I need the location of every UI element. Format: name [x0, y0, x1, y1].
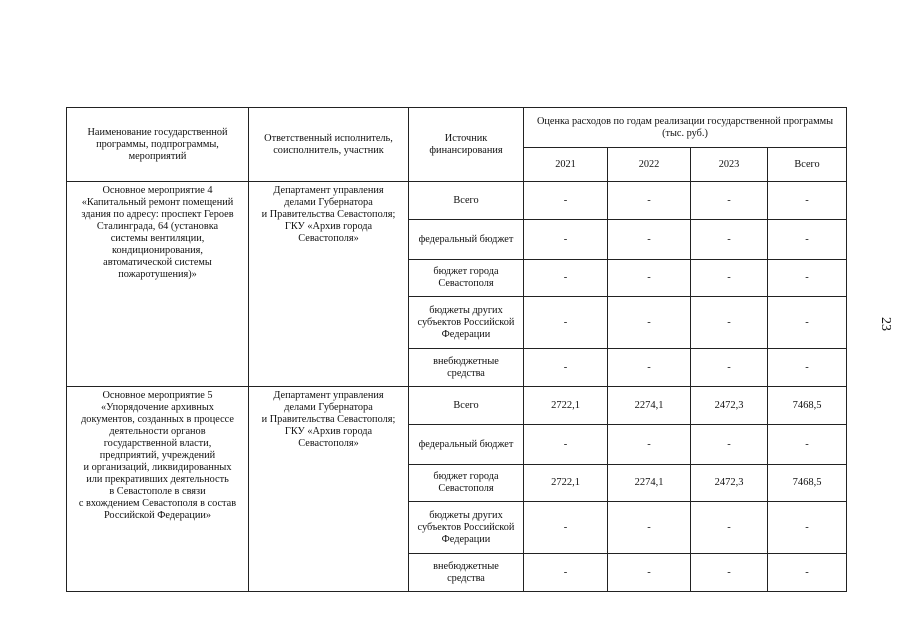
funding-source: Всего: [409, 387, 524, 425]
header-name: Наименование государственной программы, подпрограммы, мероприятий: [67, 108, 249, 182]
funding-source: внебюджетные средства: [409, 554, 524, 592]
table-header: [67, 108, 847, 182]
header-estimate: Оценка расходов по годам реализации государственной программы (тыс. руб.): [524, 108, 847, 148]
total-value: -: [768, 220, 847, 260]
total-value: 7468,5: [768, 387, 847, 425]
year-value: -: [691, 260, 768, 297]
year-value: -: [691, 182, 768, 220]
year-value: -: [608, 425, 691, 465]
year-value: -: [691, 502, 768, 554]
year-value: 2472,3: [691, 387, 768, 425]
funding-source: федеральный бюджет: [409, 425, 524, 465]
year-value: 2722,1: [524, 465, 608, 502]
budget-table-container: [66, 107, 847, 592]
header-responsible: Ответственный исполнитель, соисполнитель, участник: [249, 108, 409, 182]
measure-name: Основное мероприятие 5 «Упорядочение архивных документов, созданных в процессе деятельности органов государственной власти, предприятий, учреждений и организаций, ликвидированных или прекративших деятельность в Севастополе в связи с вхождением Севастополя в состав Российской Федерации»: [67, 387, 249, 592]
year-value: -: [608, 502, 691, 554]
year-value: -: [524, 260, 608, 297]
funding-source: внебюджетные средства: [409, 349, 524, 387]
year-value: -: [691, 425, 768, 465]
year-value: -: [608, 554, 691, 592]
responsible-executor: Департамент управления делами Губернатора и Правительства Севастополя; ГКУ «Архив города Севастополя»: [249, 182, 409, 387]
budget-table: [66, 107, 847, 592]
year-value: -: [608, 297, 691, 349]
year-value: -: [524, 220, 608, 260]
year-value: -: [691, 297, 768, 349]
header-source: Источник финансирования: [409, 108, 524, 182]
total-value: -: [768, 349, 847, 387]
measure-name: Основное мероприятие 4 «Капитальный ремонт помещений здания по адресу: проспект Героев Сталинграда, 64 (установка системы вентиляции, кондиционирования, автоматической системы пожаротушения)»: [67, 182, 249, 387]
year-value: -: [691, 220, 768, 260]
year-value: -: [608, 182, 691, 220]
year-value: -: [608, 220, 691, 260]
year-value: -: [524, 554, 608, 592]
year-value: -: [524, 297, 608, 349]
year-value: -: [524, 425, 608, 465]
total-value: -: [768, 260, 847, 297]
header-year: 2022: [608, 148, 691, 182]
year-value: 2274,1: [608, 465, 691, 502]
funding-source: бюджет города Севастополя: [409, 260, 524, 297]
year-value: 2274,1: [608, 387, 691, 425]
responsible-executor: Департамент управления делами Губернатора и Правительства Севастополя; ГКУ «Архив города Севастополя»: [249, 387, 409, 592]
year-value: -: [608, 260, 691, 297]
year-value: -: [524, 349, 608, 387]
year-value: -: [524, 502, 608, 554]
table-row: [67, 387, 847, 425]
total-value: -: [768, 297, 847, 349]
total-value: -: [768, 425, 847, 465]
total-value: 7468,5: [768, 465, 847, 502]
year-value: 2472,3: [691, 465, 768, 502]
year-value: -: [608, 349, 691, 387]
total-value: -: [768, 554, 847, 592]
total-value: -: [768, 502, 847, 554]
year-value: 2722,1: [524, 387, 608, 425]
year-value: -: [524, 182, 608, 220]
header-year: 2021: [524, 148, 608, 182]
funding-source: бюджеты других субъектов Российской Федерации: [409, 297, 524, 349]
funding-source: бюджеты других субъектов Российской Федерации: [409, 502, 524, 554]
funding-source: федеральный бюджет: [409, 220, 524, 260]
page-number: 23: [878, 317, 893, 331]
table-row: [67, 182, 847, 220]
year-value: -: [691, 554, 768, 592]
table-body: [67, 182, 847, 592]
header-year: 2023: [691, 148, 768, 182]
header-total: Всего: [768, 148, 847, 182]
year-value: -: [691, 349, 768, 387]
funding-source: бюджет города Севастополя: [409, 465, 524, 502]
funding-source: Всего: [409, 182, 524, 220]
total-value: -: [768, 182, 847, 220]
